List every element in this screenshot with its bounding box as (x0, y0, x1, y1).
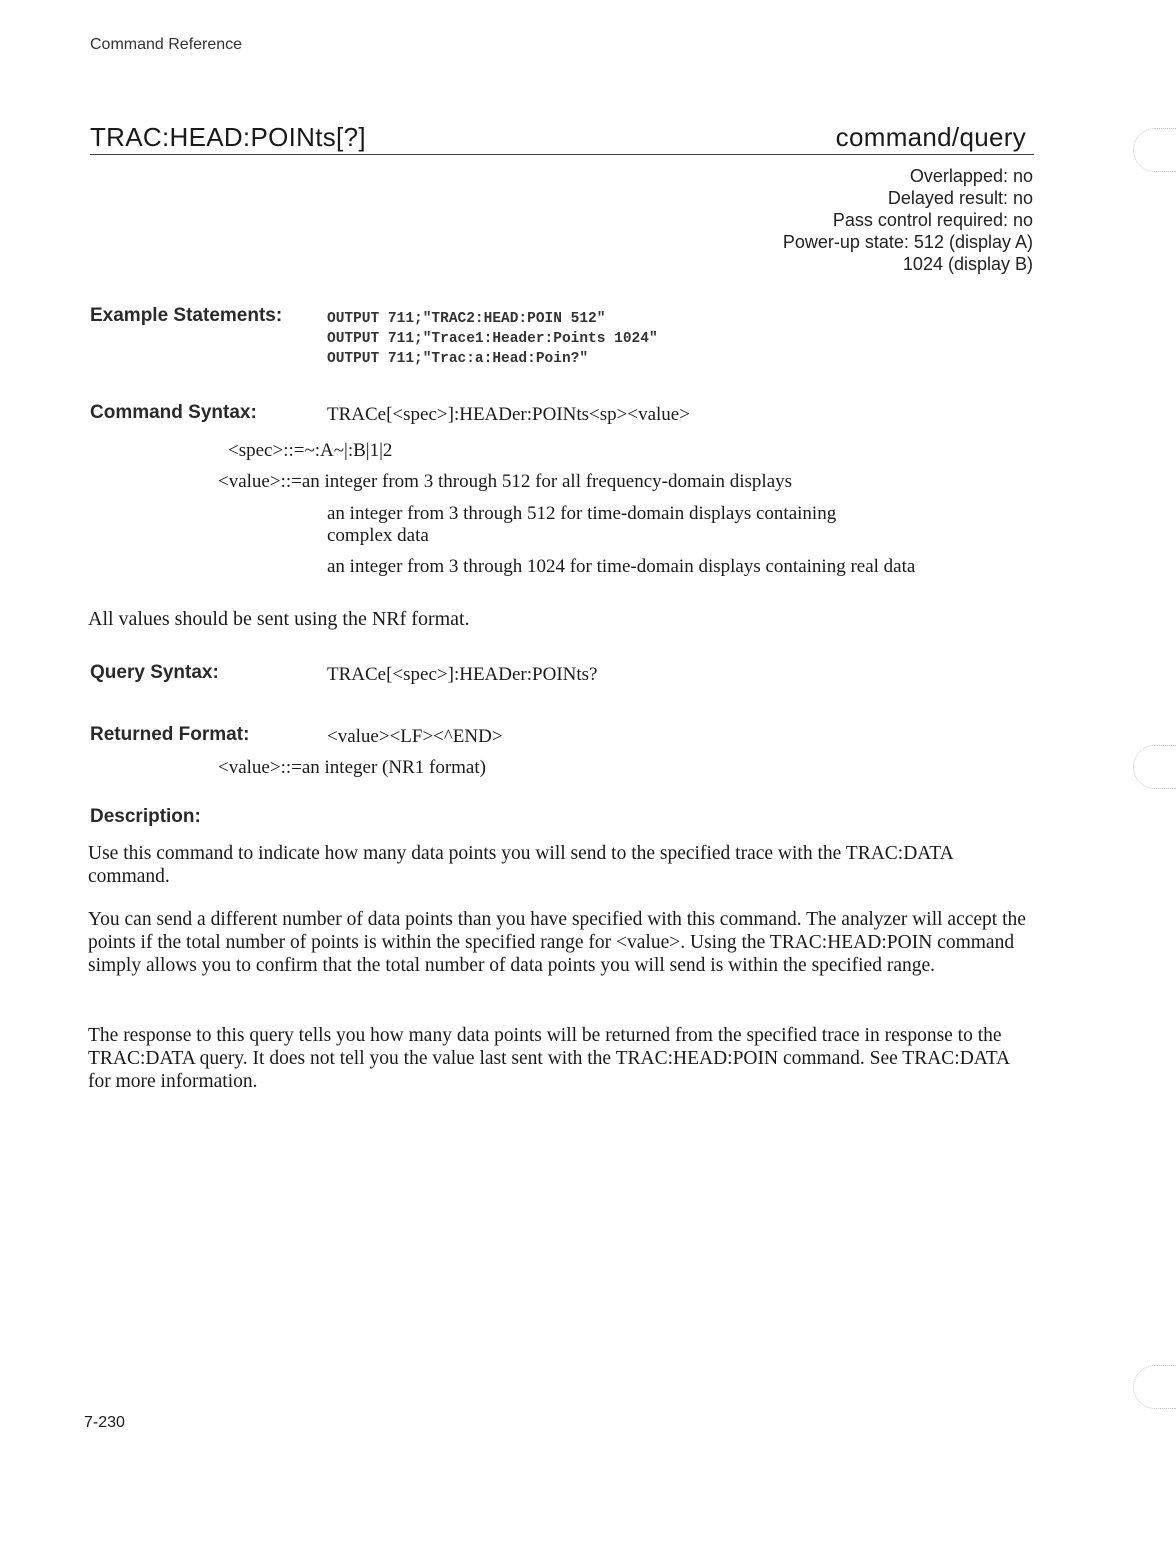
nrf-note: All values should be sent using the NRf format. (88, 608, 470, 630)
attr-delayed-result: Delayed result: no (887, 188, 1033, 208)
description-paragraph-3: The response to this query tells you how many data points will be returned from the specified trace in response to the TRAC:DATA query. It does not tell you the value last sent with the TRAC:HEAD:POIN command. See TRAC:DATA for more information. (88, 1025, 1010, 1092)
value-alt-1-line-2: complex data (327, 525, 429, 546)
attr-pass-control: Pass control required: no (832, 210, 1033, 230)
example-line-1: OUTPUT 711;"TRAC2:HEAD:POIN 512" (327, 311, 606, 327)
running-head: Command Reference (90, 36, 243, 53)
value-alt-2: an integer from 3 through 1024 for time-domain displays containing real data (327, 556, 916, 577)
command-syntax-label: Command Syntax: (90, 402, 257, 423)
description-label: Description: (90, 806, 201, 827)
returned-format: <value><LF><^END> (327, 726, 503, 747)
example-line-2: OUTPUT 711;"Trace1:Header:Points 1024" (327, 331, 658, 347)
command-title: TRAC:HEAD:POINts[?] (90, 122, 366, 152)
title-rule (90, 154, 1034, 155)
description-paragraph-2: You can send a different number of data points than you have specified with this command. The analyzer will accept the points if the total number of points is within the specified range for <value>. Using the TRAC:HEAD:POIN command simply allows you to confirm that the total number of data points you will send is within the specified range. (88, 909, 1026, 976)
command-syntax: TRACe[<spec>]:HEADer:POINts<sp><value> (327, 404, 690, 425)
value-alt-1-line-1: an integer from 3 through 512 for time-domain displays containing (327, 503, 837, 524)
page-number: 7-230 (84, 1414, 125, 1431)
punch-hole-top (1133, 128, 1176, 172)
query-syntax: TRACe[<spec>]:HEADer:POINts? (327, 664, 598, 685)
value-definition: <value>::=an integer from 3 through 512 for all frequency-domain displays (218, 471, 793, 492)
returned-value-definition: <value>::=an integer (NR1 format) (218, 757, 486, 778)
description-paragraph-1: Use this command to indicate how many data points you will send to the specified trace with the TRAC:DATA command. (88, 843, 953, 887)
query-syntax-label: Query Syntax: (90, 662, 219, 683)
attr-power-up-b: 1024 (display B) (902, 254, 1033, 274)
returned-format-label: Returned Format: (90, 724, 250, 745)
command-kind: command/query (835, 122, 1026, 152)
example-line-3: OUTPUT 711;"Trac:a:Head:Poin?" (327, 351, 589, 367)
attr-power-up: Power-up state: 512 (display A) (782, 232, 1033, 252)
spec-definition: <spec>::=~:A~|:B|1|2 (228, 440, 393, 461)
example-label: Example Statements: (90, 305, 283, 326)
punch-hole-bottom (1133, 1365, 1176, 1409)
attr-overlapped: Overlapped: no (909, 166, 1033, 186)
punch-hole-middle (1133, 745, 1176, 789)
